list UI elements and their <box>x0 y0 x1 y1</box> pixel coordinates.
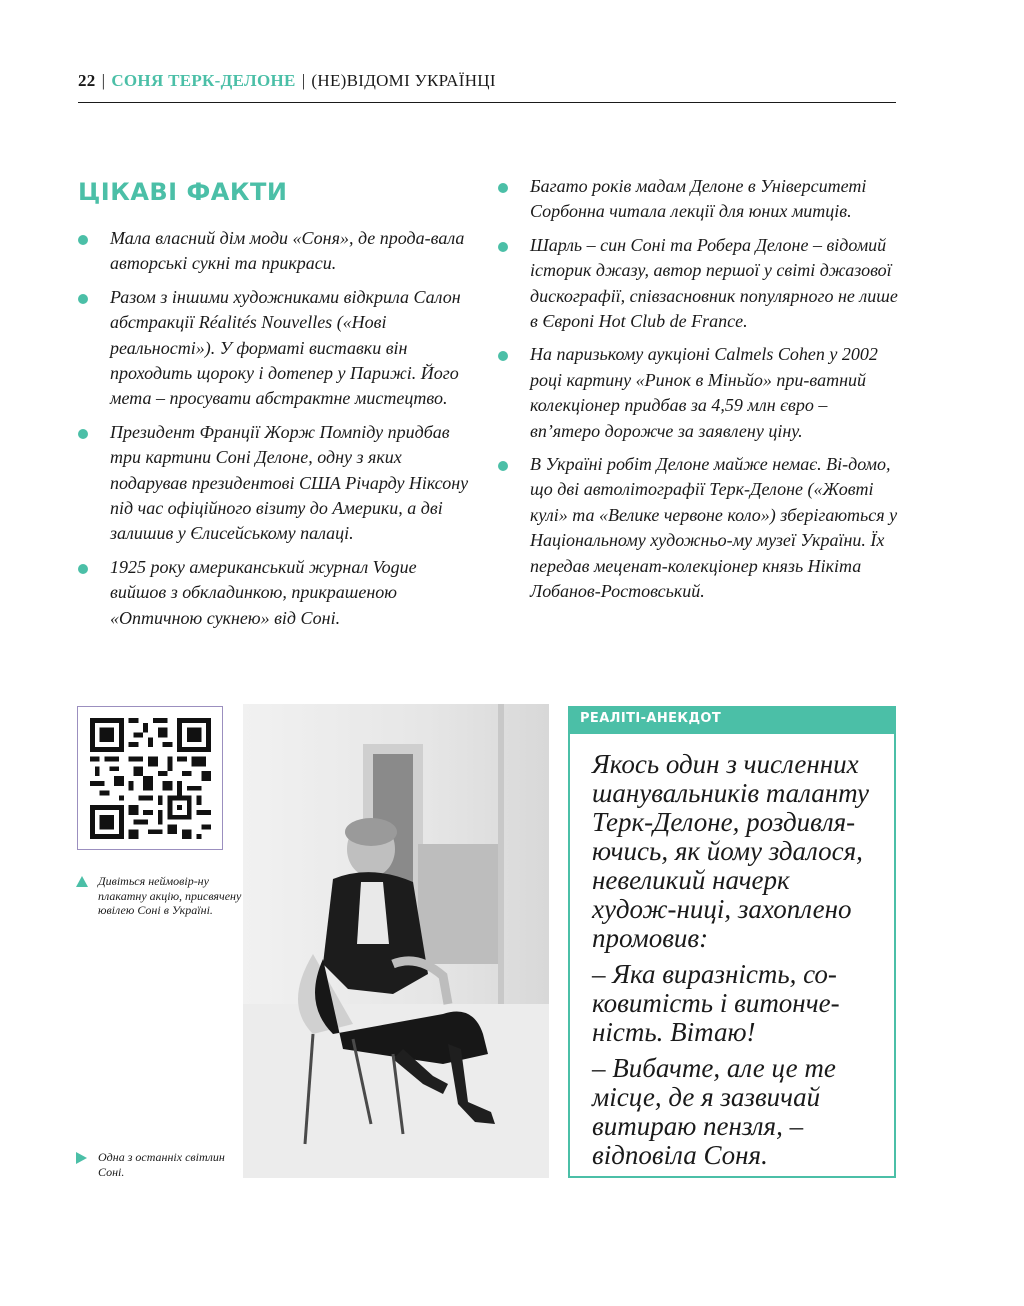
fact-item <box>498 174 898 225</box>
anecdote-tag: РЕАЛІТІ-АНЕКДОТ <box>568 706 896 732</box>
photo-caption <box>76 1150 248 1179</box>
fact-text: В Україні робіт Делоне майже немає. Ві-домо, що дві автолітографії Терк-Делоне («Жовті кулі» та «Велике червоне коло») зберігаються у Національному художньо-му музеї України. Їх передав меценат-колекціонер князь Нікіта Лобанов-Ростовський. <box>530 454 898 602</box>
fact-text: 1925 року американський журнал Vogue вийшов з обкладинкою, прикрашеною «Оптичною сукнею» від Соні. <box>110 556 417 628</box>
bullet-icon <box>78 294 88 304</box>
anecdote-paragraph: – Вибачте, але це те місце, де я зазвичай витираю пензля, – відповіла Соня. <box>592 1053 836 1170</box>
fact-item <box>498 452 898 604</box>
fact-text: Президент Франції Жорж Помпіду придбав три картини Соні Делоне, одну з яких подарував президентові США Річарду Ніксону під час офіційного візиту до Америки, а дві залишив у Єлисейському палаці. <box>110 421 469 544</box>
fact-item <box>498 342 898 444</box>
portrait-photo-image <box>243 704 549 1178</box>
fact-text: Разом з іншими художниками відкрила Салон абстракції Réalités Nouvelles («Нові реальності»). У форматі виставки він проходить щороку і дотепер у Парижі. Його мета – просувати абстрактне мистецтво. <box>110 286 461 409</box>
anecdote-paragraph: Якось один з численних шанувальників таланту Терк-Делоне, роздивля-ючись, як йому здалося, невеликий начерк худож-ниці, захоплено промовив: <box>592 749 869 953</box>
sonia-photo <box>243 704 549 1178</box>
fact-text: Багато років мадам Делоне в Університеті Сорбонна читала лекції для юних митців. <box>530 176 867 222</box>
fact-item <box>78 555 476 631</box>
facts-list-right <box>498 174 898 613</box>
page-number: 22 <box>78 71 96 90</box>
header-author: СОНЯ ТЕРК-ДЕЛОНЕ <box>111 71 296 90</box>
fact-text: Шарль – син Соні та Робера Делоне – відомий історик джазу, автор першої у світі джазової дискографії, співзасновник популярного не лише в Європі Hot Club de France. <box>530 234 898 332</box>
photo-caption-text: Одна з останніх світлин Соні. <box>98 1150 225 1179</box>
header-series: (НЕ)ВІДОМІ УКРАЇНЦІ <box>311 71 496 90</box>
bullet-icon <box>78 429 88 439</box>
facts-list-left <box>78 226 476 639</box>
header-separator: | <box>101 71 106 90</box>
page-header <box>78 66 896 103</box>
anecdote-paragraph: – Яка виразність, со-ковитість і витонче-ність. Вітаю! <box>592 959 840 1047</box>
header-separator: | <box>301 71 306 90</box>
bullet-icon <box>498 461 508 471</box>
qr-caption-text: Дивіться неймовір-ну плакатну акцію, присвячену ювілею Соні в Україні. <box>98 874 242 917</box>
bullet-icon <box>78 564 88 574</box>
fact-item <box>78 226 476 277</box>
bullet-icon <box>78 235 88 245</box>
facts-title: ЦІКАВІ ФАКТИ <box>78 178 288 206</box>
qr-caption <box>76 874 248 918</box>
fact-text: На паризькому аукціоні Calmels Cohen у 2002 році картину «Ринок в Міньйо» при-ватний колекціонер придбав за 4,59 млн євро – вп’ятеро дорожче за заявлену ціну. <box>530 344 878 441</box>
triangle-up-icon <box>76 876 88 887</box>
qr-code[interactable] <box>77 706 223 850</box>
qr-code-icon <box>90 718 211 839</box>
fact-item <box>78 420 476 547</box>
fact-item <box>78 285 476 412</box>
bullet-icon <box>498 183 508 193</box>
fact-text: Мала власний дім моди «Соня», де прода-вала авторські сукні та прикраси. <box>110 228 465 274</box>
bullet-icon <box>498 242 508 252</box>
bullet-icon <box>498 351 508 361</box>
fact-item <box>498 233 898 335</box>
triangle-right-icon <box>76 1152 87 1164</box>
anecdote-box <box>568 732 896 1178</box>
